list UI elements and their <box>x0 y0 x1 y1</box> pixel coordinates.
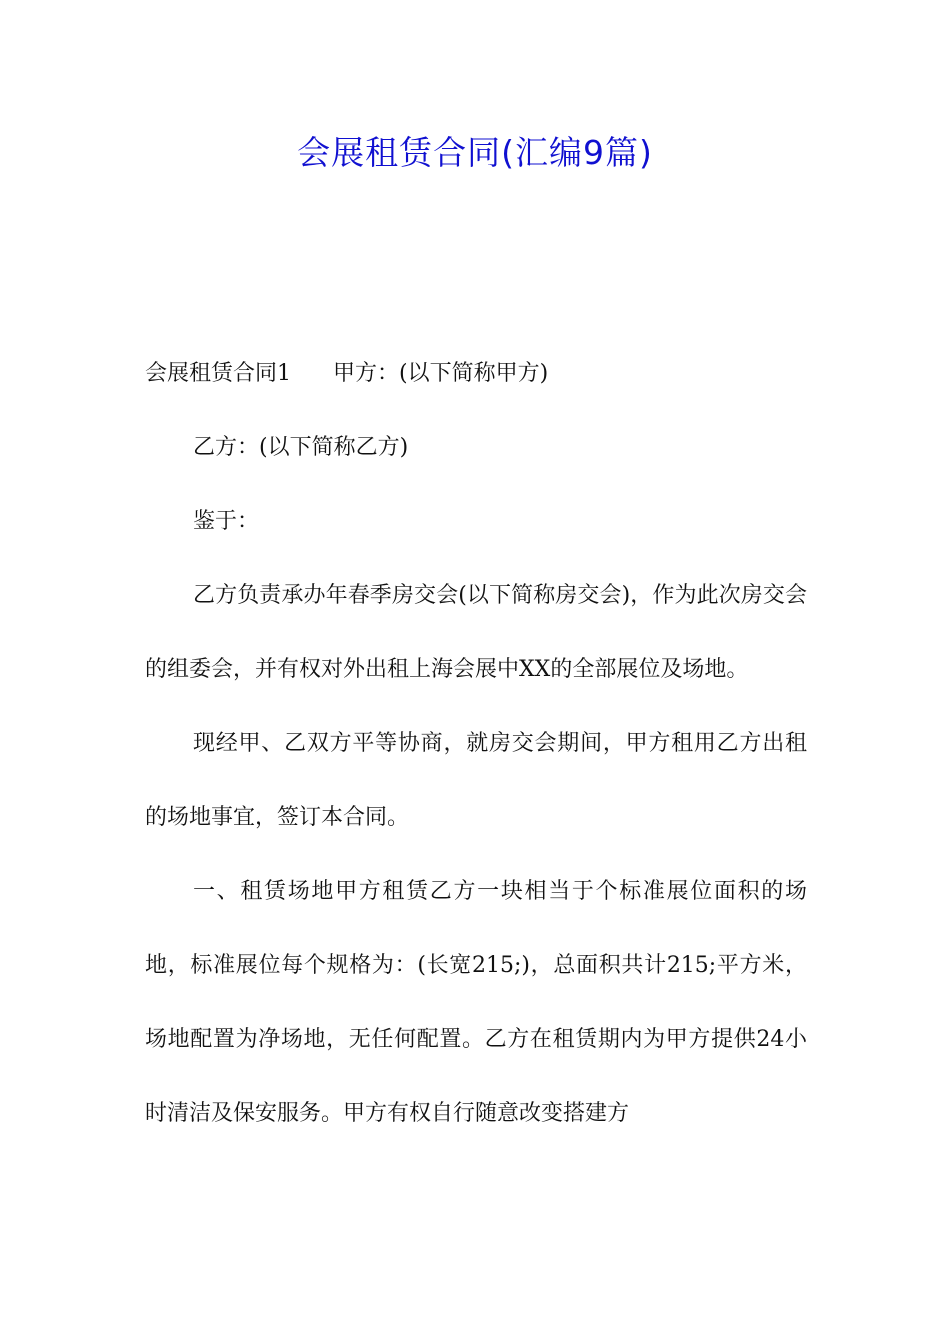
document-title: 会展租赁合同(汇编9篇) <box>297 133 653 172</box>
paragraph-3: 鉴于： <box>193 509 260 534</box>
contract-heading: 会展租赁合同1 <box>145 361 291 386</box>
paragraph-5: 现经甲、乙双方平等协商，就房交会期间，甲方租用乙方出租的场地事宜，签订本合同。 <box>145 731 807 830</box>
party-a-line: 甲方：(以下简称甲方) <box>333 361 549 386</box>
paragraph-2: 乙方：(以下简称乙方) <box>193 435 409 460</box>
paragraph-6: 一、租赁场地甲方租赁乙方一块相当于个标准展位面积的场地，标准展位每个规格为：(长宽215;)，总面积共计215;平方米，场地配置为净场地，无任何配置。乙方在租赁期内为甲方提供24小时清洁及保安服务。甲方有权自行随意改变搭建方 <box>145 879 807 1126</box>
document-body <box>145 337 807 1151</box>
paragraph-4: 乙方负责承办年春季房交会(以下简称房交会)，作为此次房交会的组委会，并有权对外出租上海会展中XX的全部展位及场地。 <box>145 583 807 682</box>
paragraph-1 <box>145 337 807 411</box>
